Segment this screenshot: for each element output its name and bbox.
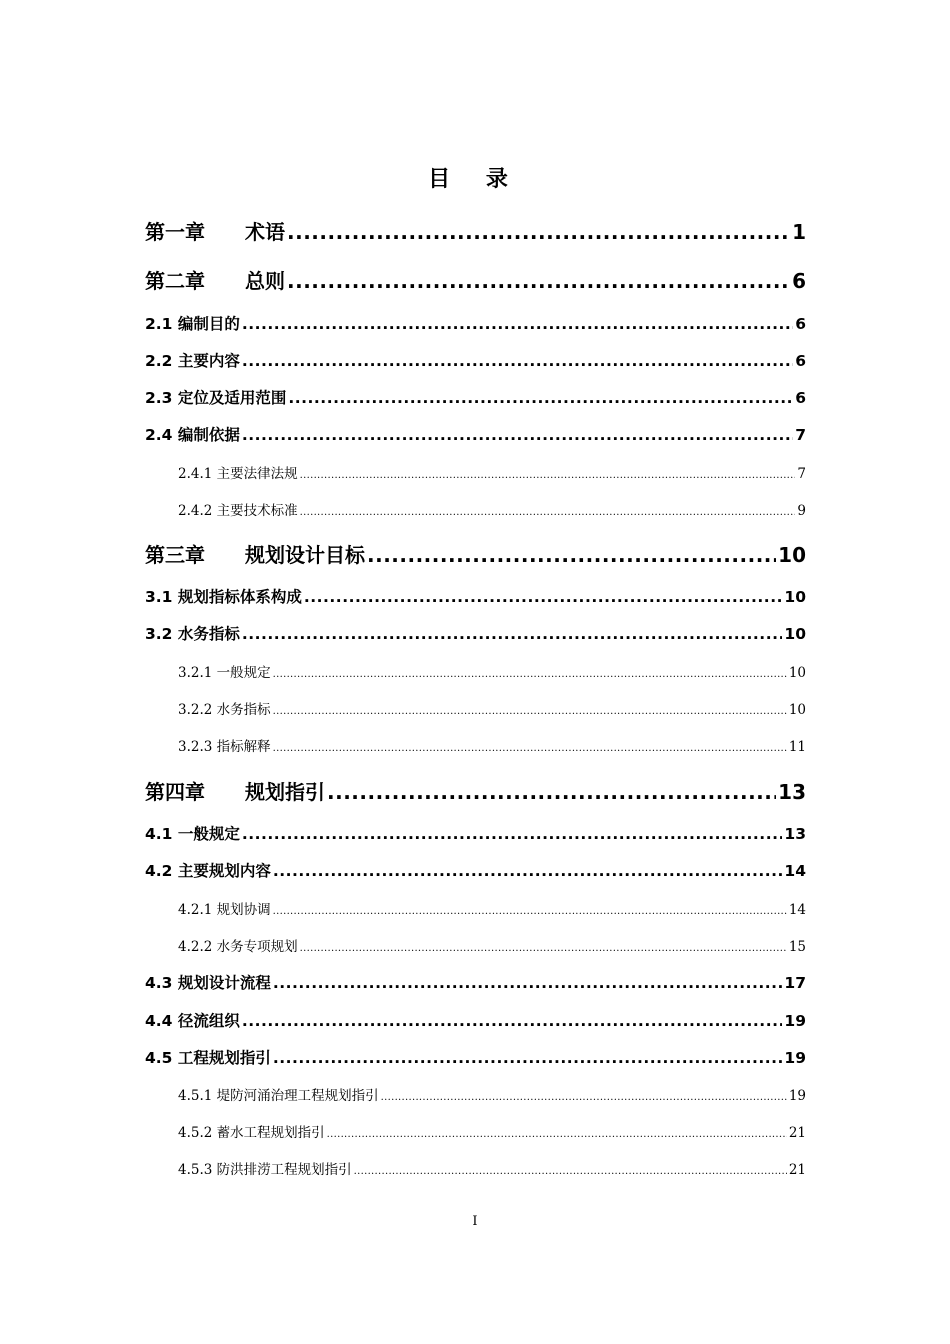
page-number: 10 — [788, 702, 806, 718]
toc-entry-section[interactable] — [145, 822, 806, 844]
page-number: 6 — [795, 389, 806, 407]
chapter-title: 术语 — [245, 220, 285, 244]
chapter-number: 第一章 — [145, 220, 205, 244]
dot-leader — [273, 669, 787, 680]
page-number: 17 — [784, 974, 806, 992]
toc-entry-section[interactable] — [145, 423, 806, 445]
toc-entry-section[interactable] — [145, 859, 806, 881]
toc-entry-section[interactable] — [145, 349, 806, 371]
toc-entry-subsection[interactable] — [178, 499, 806, 519]
page-number: 10 — [778, 543, 806, 567]
chapter-title: 规划指引 — [245, 780, 325, 804]
toc-entry-chapter-2[interactable] — [145, 265, 806, 294]
page-number: 14 — [788, 902, 806, 918]
subsection-title: 4.2.2 水务专项规划 — [178, 939, 298, 955]
dot-leader — [304, 588, 783, 606]
toc-entry-section[interactable] — [145, 386, 806, 408]
page-number: 6 — [795, 315, 806, 333]
toc-entry-chapter-3[interactable] — [145, 539, 806, 568]
page-number: 6 — [792, 269, 806, 293]
page-number: 21 — [788, 1162, 806, 1178]
page-number: 7 — [795, 426, 806, 444]
page-number: 15 — [788, 939, 806, 955]
page-number: 14 — [784, 862, 806, 880]
dot-leader — [242, 352, 793, 370]
toc-entry-subsection[interactable] — [178, 698, 806, 718]
page-number: 13 — [784, 825, 806, 843]
subsection-title: 4.2.1 规划协调 — [178, 902, 271, 918]
page-number: 11 — [788, 739, 806, 755]
dot-leader — [300, 943, 787, 954]
page-number: 19 — [784, 1049, 806, 1067]
toc-entry-chapter-4[interactable] — [145, 776, 806, 805]
page-footer-number: I — [472, 1214, 478, 1229]
toc-entry-subsection[interactable] — [178, 661, 806, 681]
toc-entry-subsection[interactable] — [178, 1084, 806, 1104]
subsection-title: 3.2.2 水务指标 — [178, 702, 271, 718]
dot-leader — [287, 269, 790, 293]
dot-leader — [273, 862, 783, 880]
section-title: 2.4 编制依据 — [145, 426, 240, 444]
subsection-title: 4.5.2 蓄水工程规划指引 — [178, 1125, 325, 1141]
dot-leader — [327, 780, 776, 804]
dot-leader — [273, 974, 783, 992]
dot-leader — [288, 389, 793, 407]
section-title: 4.5 工程规划指引 — [145, 1049, 271, 1067]
chapter-number: 第四章 — [145, 780, 205, 804]
toc-entry-subsection[interactable] — [178, 1158, 806, 1178]
toc-entry-subsection[interactable] — [178, 462, 806, 482]
section-title: 2.2 主要内容 — [145, 352, 240, 370]
subsection-title: 3.2.3 指标解释 — [178, 739, 271, 755]
dot-leader — [242, 1012, 783, 1030]
section-title: 4.3 规划设计流程 — [145, 974, 271, 992]
section-title: 3.1 规划指标体系构成 — [145, 588, 302, 606]
toc-entry-chapter-1[interactable] — [145, 216, 806, 245]
dot-leader — [273, 1049, 783, 1067]
page-number: 10 — [784, 625, 806, 643]
dot-leader — [381, 1092, 787, 1103]
toc-entry-section[interactable] — [145, 622, 806, 644]
toc-entry-section[interactable] — [145, 585, 806, 607]
dot-leader — [354, 1166, 787, 1177]
dot-leader — [287, 220, 790, 244]
subsection-title: 4.5.3 防洪排涝工程规划指引 — [178, 1162, 352, 1178]
page-number: 21 — [788, 1125, 806, 1141]
toc-entry-section[interactable] — [145, 1009, 806, 1031]
subsection-title: 2.4.2 主要技术标准 — [178, 503, 298, 519]
dot-leader — [367, 543, 776, 567]
section-title: 2.1 编制目的 — [145, 315, 240, 333]
toc-entry-subsection[interactable] — [178, 935, 806, 955]
toc-entry-subsection[interactable] — [178, 898, 806, 918]
dot-leader — [300, 470, 796, 481]
toc-entry-subsection[interactable] — [178, 735, 806, 755]
dot-leader — [327, 1129, 787, 1140]
toc-entry-section[interactable] — [145, 971, 806, 993]
page-number: 10 — [784, 588, 806, 606]
page-number: 19 — [784, 1012, 806, 1030]
dot-leader — [242, 625, 783, 643]
section-title: 4.1 一般规定 — [145, 825, 240, 843]
toc-entry-section[interactable] — [145, 1046, 806, 1068]
dot-leader — [273, 706, 787, 717]
dot-leader — [273, 743, 787, 754]
section-title: 4.4 径流组织 — [145, 1012, 240, 1030]
page-number: 1 — [792, 220, 806, 244]
section-title: 2.3 定位及适用范围 — [145, 389, 287, 407]
chapter-title: 规划设计目标 — [245, 543, 365, 567]
page-number: 19 — [788, 1088, 806, 1104]
page-number: 9 — [797, 503, 806, 519]
toc-entry-subsection[interactable] — [178, 1121, 806, 1141]
dot-leader — [242, 315, 793, 333]
dot-leader — [242, 426, 793, 444]
dot-leader — [273, 906, 787, 917]
page-number: 7 — [797, 466, 806, 482]
chapter-number: 第三章 — [145, 543, 205, 567]
subsection-title: 4.5.1 堤防河涌治理工程规划指引 — [178, 1088, 379, 1104]
subsection-title: 2.4.1 主要法律法规 — [178, 466, 298, 482]
subsection-title: 3.2.1 一般规定 — [178, 665, 271, 681]
page-number: 6 — [795, 352, 806, 370]
page-number: 13 — [778, 780, 806, 804]
dot-leader — [242, 825, 783, 843]
page-title: 目 录 — [428, 167, 522, 192]
dot-leader — [300, 507, 796, 518]
chapter-number: 第二章 — [145, 269, 205, 293]
page-number: 10 — [788, 665, 806, 681]
chapter-title: 总则 — [245, 269, 285, 293]
toc-entry-section[interactable] — [145, 312, 806, 334]
section-title: 3.2 水务指标 — [145, 625, 240, 643]
section-title: 4.2 主要规划内容 — [145, 862, 271, 880]
